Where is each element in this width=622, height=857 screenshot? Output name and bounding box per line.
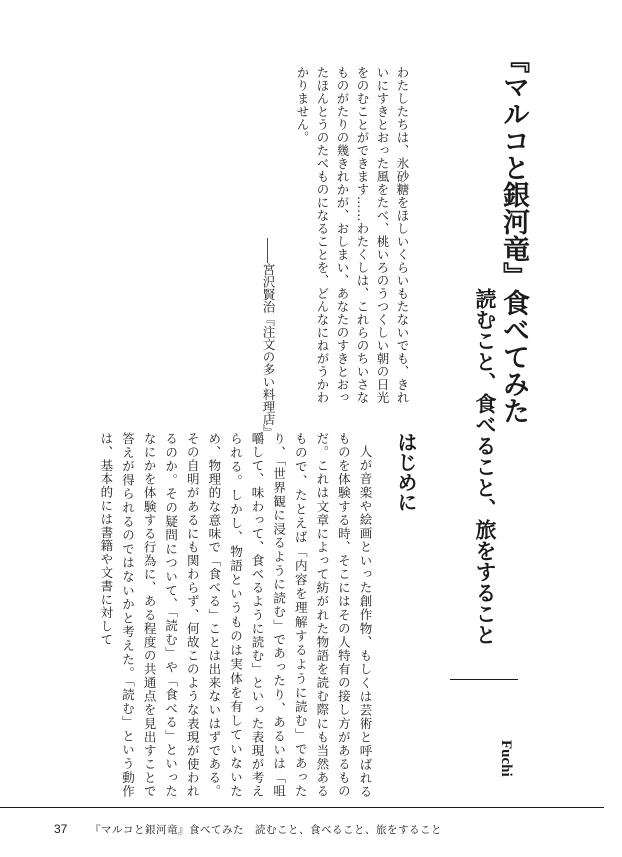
section-heading: はじめに <box>394 432 418 512</box>
epigraph-attribution: ――宮沢賢治『注文の多い料理店』 <box>261 238 276 438</box>
article-title: 『マルコと銀河竜』食べてみた <box>498 46 529 424</box>
footer-divider <box>0 807 604 808</box>
author-name: Fuchi <box>498 740 514 777</box>
title-divider <box>450 679 518 680</box>
epigraph-quote: わたしたちは、氷砂糖をほしいくらいもたないでも、きれいにすきとおった風をたべ、桃いろのうつくしい朝の日光をのむことができます……わたくしは、これらのちいさなものがたりの幾きれかが、おしまい、あなたのすきとおったほんとうのたべものになることを、どんなにねがうかわかりません。 <box>295 66 410 404</box>
article-subtitle: 読むこと、食べること、旅をすること <box>473 288 497 645</box>
page-number: 37 <box>54 822 68 836</box>
running-title: 『マルコと銀河竜』食べてみた 読むこと、食べること、旅をすること <box>90 824 442 836</box>
body-paragraph: 人が音楽や絵画といった創作物、もしくは芸術と呼ばれるものを体験する時、そこにはその人特有の接し方があるものだ。これは文章によって紡がれた物語を読む際にも当然あるもので、たとえば「内容を理解するように読む」であったり、「世界観に浸るように読む」であったり、あるいは「咀嚼して、味わって、食べるように読む」といった表現が考えられる。しかし、物語というものは実体を有していないため、物理的な意味で「食べる」ことは出来ないはずである。その自明があるにも関わらず、何故このような表現が使われるのか。その疑問について、「読む」や「食べる」といったなにかを体験する行為に、ある程度の共通点を見出すことで答えが得られるのではないかと考えた。「読む」という動作は、基本的には書籍や文書に対して <box>98 432 373 798</box>
